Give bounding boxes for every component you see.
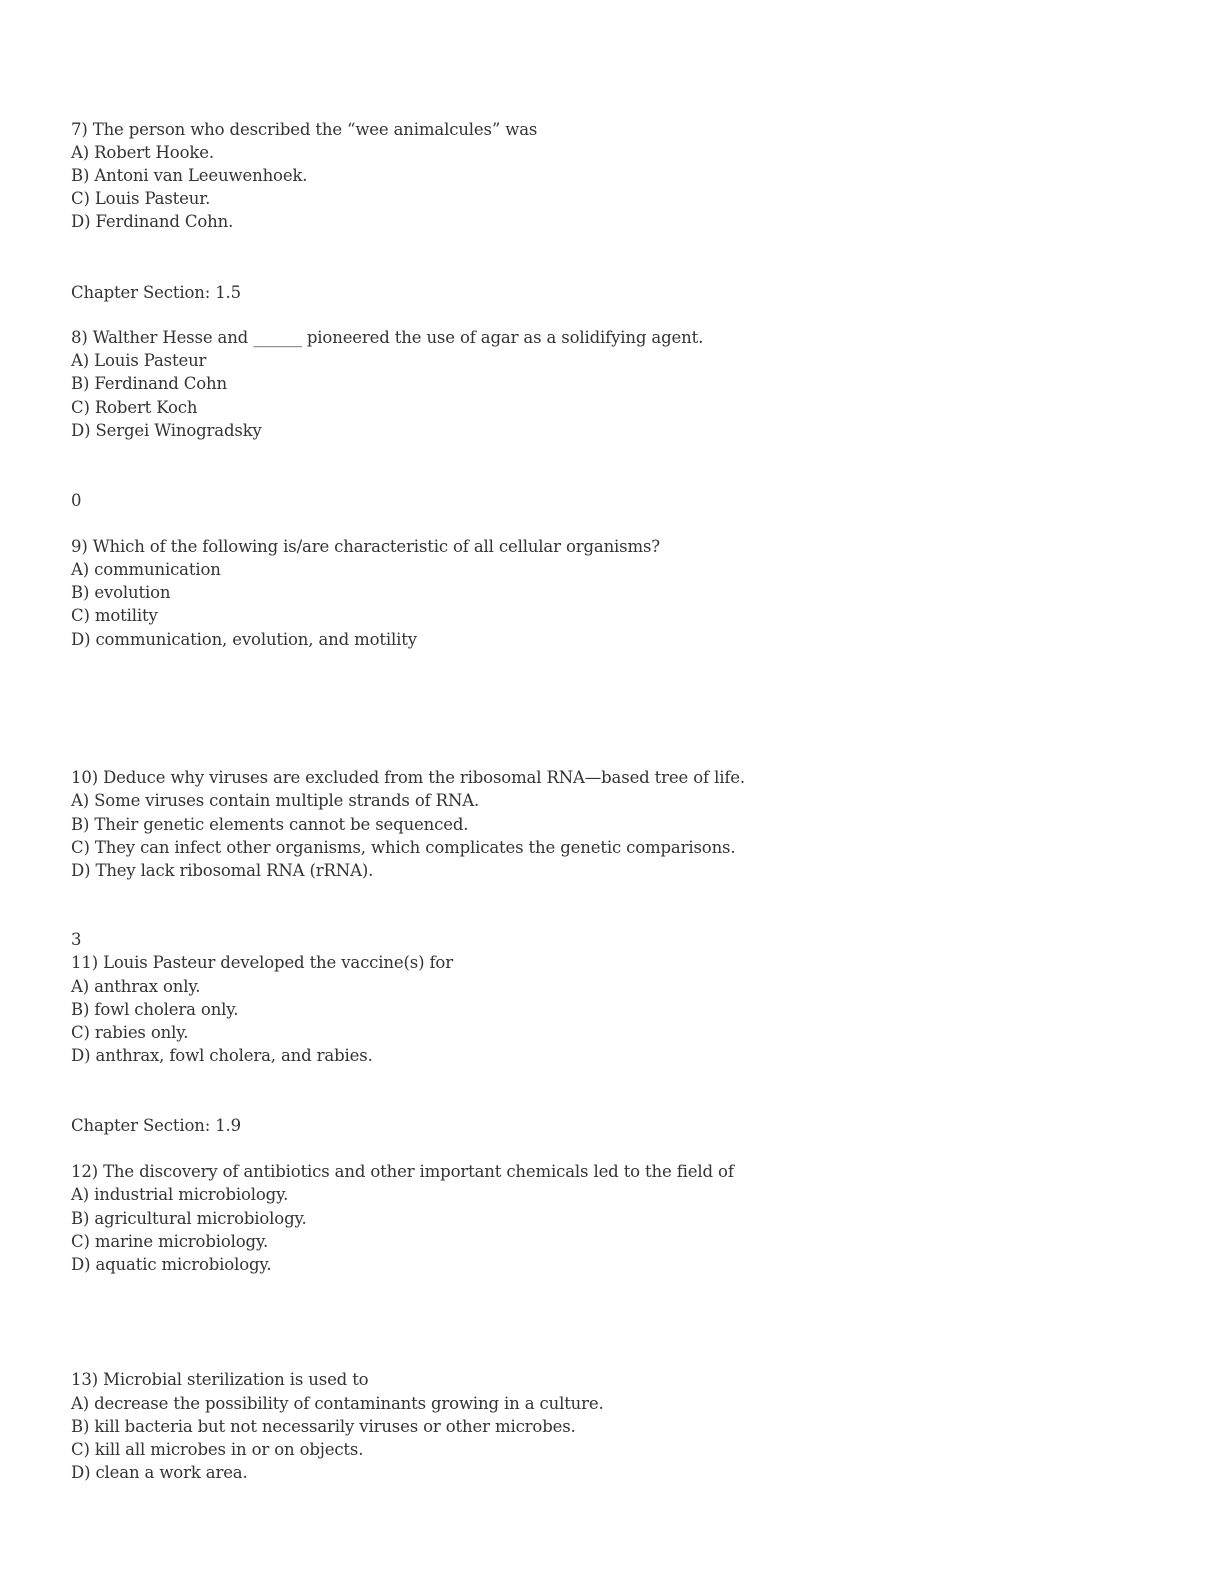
- question-text: 12) The discovery of antibiotics and other important chemicals led to the field of: [71, 1162, 734, 1181]
- option-d: D) clean a work area.: [71, 1463, 248, 1482]
- option-a: A) Robert Hooke.: [71, 143, 214, 162]
- option-b: B) kill bacteria but not necessarily viruses or other microbes.: [71, 1417, 576, 1436]
- option-a: A) anthrax only.: [71, 977, 201, 996]
- option-a: A) industrial microbiology.: [71, 1185, 289, 1204]
- option-a: A) Some viruses contain multiple strands of RNA.: [71, 791, 480, 810]
- option-d: D) They lack ribosomal RNA (rRNA).: [71, 861, 374, 880]
- option-b: B) Ferdinand Cohn: [71, 374, 228, 393]
- option-c: C) They can infect other organisms, which complicates the genetic comparisons.: [71, 838, 736, 857]
- question-text: 8) Walther Hesse and ______ pioneered the use of agar as a solidifying agent.: [71, 328, 704, 347]
- option-c: C) kill all microbes in or on objects.: [71, 1440, 364, 1459]
- option-b: B) fowl cholera only.: [71, 1000, 239, 1019]
- question-text: 9) Which of the following is/are characteristic of all cellular organisms?: [71, 537, 661, 556]
- option-d: D) Ferdinand Cohn.: [71, 212, 234, 231]
- option-b: B) agricultural microbiology.: [71, 1209, 307, 1228]
- option-d: D) Sergei Winogradsky: [71, 421, 262, 440]
- question-text: 7) The person who described the “wee animalcules” was: [71, 120, 538, 139]
- option-b: B) evolution: [71, 583, 171, 602]
- option-d: D) communication, evolution, and motility: [71, 630, 417, 649]
- option-c: C) marine microbiology.: [71, 1232, 269, 1251]
- chapter-section-heading: Chapter Section: 1.9: [71, 1116, 242, 1135]
- stray-number: 0: [71, 491, 82, 510]
- chapter-section-heading: Chapter Section: 1.5: [71, 283, 242, 302]
- option-a: A) decrease the possibility of contaminants growing in a culture.: [71, 1394, 604, 1413]
- option-a: A) communication: [71, 560, 221, 579]
- stray-number: 3: [71, 930, 82, 949]
- option-c: C) rabies only.: [71, 1023, 189, 1042]
- option-a: A) Louis Pasteur: [71, 351, 207, 370]
- option-c: C) Louis Pasteur.: [71, 189, 211, 208]
- option-b: B) Their genetic elements cannot be sequenced.: [71, 815, 469, 834]
- option-c: C) motility: [71, 606, 158, 625]
- question-text: 10) Deduce why viruses are excluded from the ribosomal RNA—based tree of life.: [71, 768, 745, 787]
- option-c: C) Robert Koch: [71, 398, 198, 417]
- option-b: B) Antoni van Leeuwenhoek.: [71, 166, 308, 185]
- option-d: D) anthrax, fowl cholera, and rabies.: [71, 1046, 373, 1065]
- question-text: 11) Louis Pasteur developed the vaccine(s) for: [71, 953, 453, 972]
- option-d: D) aquatic microbiology.: [71, 1255, 272, 1274]
- question-text: 13) Microbial sterilization is used to: [71, 1370, 369, 1389]
